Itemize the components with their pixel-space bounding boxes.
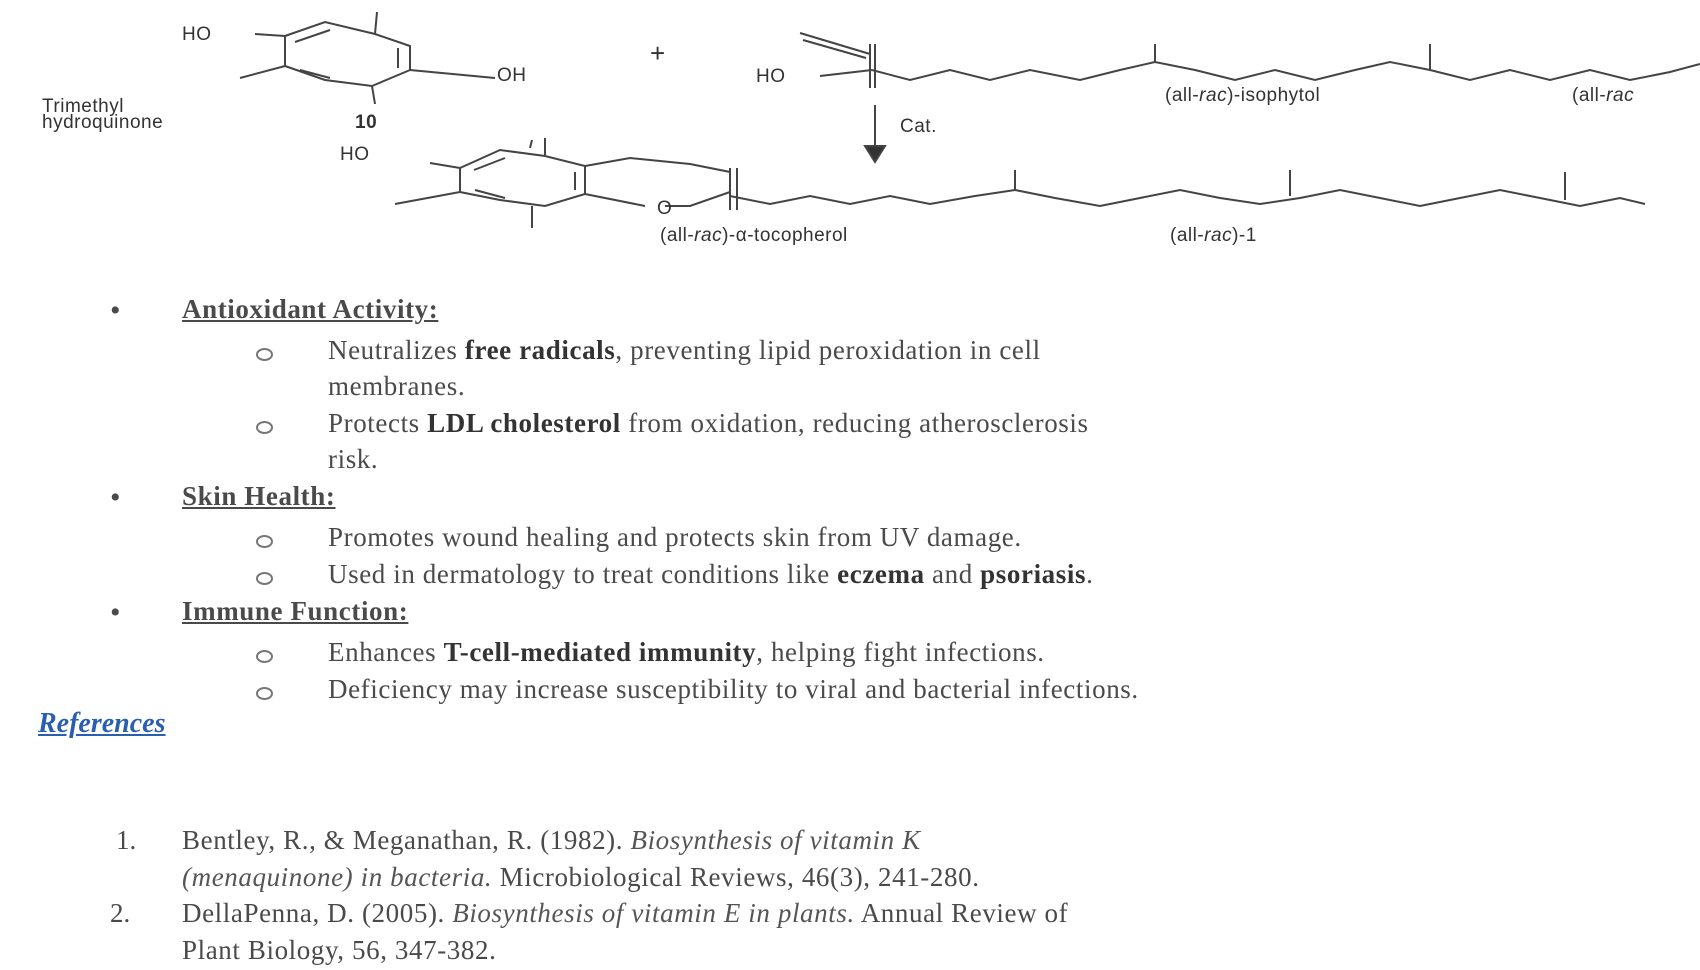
product-ho-label: HO (340, 144, 370, 165)
product-o-label: O (657, 198, 673, 219)
sub-bullet-circle (256, 650, 273, 663)
reference-number: 2. (110, 898, 131, 928)
reactant1-name-line1: Trimethyl (42, 96, 124, 117)
reactant1-name-line2: hydroquinone (42, 112, 164, 133)
skin-item-1: Promotes wound healing and protects skin from UV damage. (328, 522, 1022, 552)
section-heading-skin-health: Skin Health: (182, 481, 336, 511)
reactant1-ho-label: HO (182, 24, 212, 45)
sub-bullet-circle (256, 687, 273, 700)
antioxidant-item-2-line2: risk. (328, 444, 379, 474)
sub-bullet-circle (256, 348, 273, 361)
sub-bullet-circle (256, 535, 273, 548)
reference-2-line2: Plant Biology, 56, 347-382. (182, 935, 497, 965)
reference-1-line1: Bentley, R., & Meganathan, R. (1982). Biosynthesis of vitamin K (182, 825, 921, 855)
antioxidant-item-1-line2: membranes. (328, 371, 466, 401)
reference-1-line2: (menaquinone) in bacteria. Microbiological Reviews, 46(3), 241-280. (182, 862, 980, 892)
reaction-scheme (0, 0, 1700, 260)
bullet-dot: • (110, 481, 121, 514)
sub-bullet-circle (256, 421, 273, 434)
antioxidant-item-2-line1: Protects LDL cholesterol from oxidation, reducing atherosclerosis (328, 408, 1089, 438)
immune-item-1: Enhances T-cell-mediated immunity, helping fight infections. (328, 637, 1045, 667)
sub-bullet-circle (256, 572, 273, 585)
isophytol-label: (all-rac)-isophytol (1165, 85, 1321, 106)
reference-2-line1: DellaPenna, D. (2005). Biosynthesis of vitamin E in plants. Annual Review of (182, 898, 1069, 928)
section-heading-antioxidant: Antioxidant Activity: (182, 294, 439, 324)
reactant2-ho-label: HO (756, 66, 786, 87)
isophytol-label-2: (all-rac (1572, 85, 1635, 106)
antioxidant-item-1-line1: Neutralizes free radicals, preventing lipid peroxidation in cell (328, 335, 1041, 365)
references-heading[interactable]: References (38, 708, 166, 739)
reactant1-oh-label: OH (497, 65, 527, 86)
immune-item-2: Deficiency may increase susceptibility to viral and bacterial infections. (328, 674, 1139, 704)
skin-item-2: Used in dermatology to treat conditions like eczema and psoriasis. (328, 559, 1094, 589)
section-heading-immune-function: Immune Function: (182, 596, 409, 626)
reaction-scheme-drawing (0, 0, 1700, 260)
product-number-label: (all-rac)-1 (1170, 225, 1257, 246)
bullet-dot: • (110, 596, 121, 629)
tocopherol-label: (all-rac)-α-tocopherol (660, 225, 848, 246)
plus-sign: + (650, 38, 666, 68)
bullet-dot: • (110, 294, 121, 327)
catalyst-label: Cat. (900, 116, 937, 137)
reactant1-number: 10 (355, 112, 378, 133)
reference-number: 1. (116, 825, 137, 855)
